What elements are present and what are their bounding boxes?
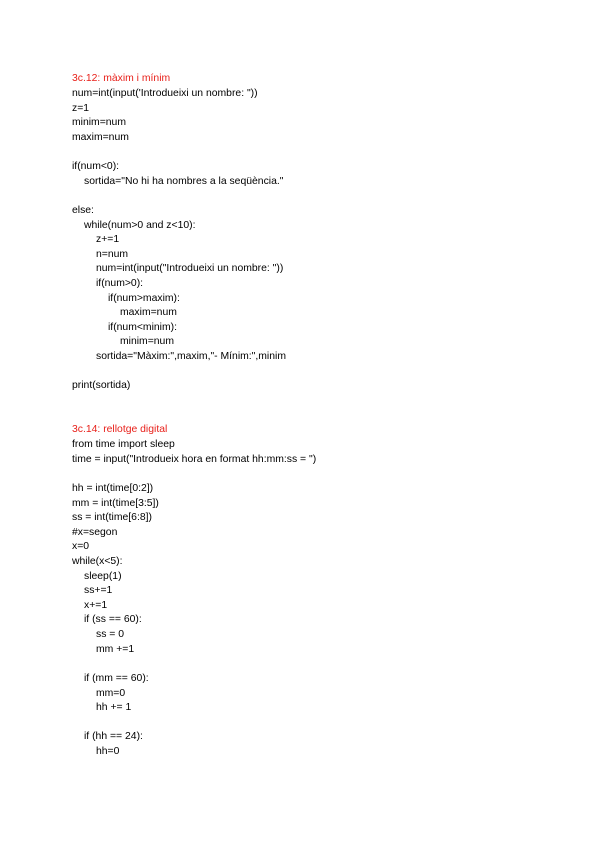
code-line: while(x<5): [72, 556, 123, 567]
code-line: mm +=1 [96, 644, 135, 655]
code-line: ss+=1 [84, 585, 113, 596]
code-line: maxim=num [120, 307, 177, 318]
code-line: mm = int(time[3:5]) [72, 498, 159, 509]
code-line: sortida="Màxim:",maxim,"- Mínim:",minim [96, 351, 286, 362]
code-line: sleep(1) [84, 571, 122, 582]
code-line: z=1 [72, 103, 90, 114]
section-title: 3c.14: rellotge digital [72, 424, 168, 435]
code-line: hh += 1 [96, 702, 132, 713]
code-line: if(num<0): [72, 161, 120, 172]
code-line: while(num>0 and z<10): [84, 220, 196, 231]
code-line: if (ss == 60): [84, 614, 142, 625]
code-line: z+=1 [96, 234, 120, 245]
code-line: if (hh == 24): [84, 731, 143, 742]
code-line: #x=segon [72, 527, 118, 538]
code-line: ss = int(time[6:8]) [72, 512, 152, 523]
code-line: time = input("Introdueix hora en format hh:mm:ss = ") [72, 454, 317, 465]
code-line: maxim=num [72, 132, 129, 143]
code-line: if(num>maxim): [108, 293, 180, 304]
code-line: hh = int(time[0:2]) [72, 483, 154, 494]
code-line: mm=0 [96, 688, 126, 699]
code-line: n=num [96, 249, 129, 260]
code-line: if(num>0): [96, 278, 144, 289]
code-line: ss = 0 [96, 629, 125, 640]
code-line: sortida="No hi ha nombres a la seqüència." [84, 176, 284, 187]
code-line: minim=num [72, 117, 126, 128]
code-line: num=int(input("Introdueixi un nombre: ")) [96, 263, 284, 274]
section-title: 3c.12: màxim i mínim [72, 73, 171, 84]
code-line: print(sortida) [72, 380, 131, 391]
code-line: else: [72, 205, 94, 216]
code-line: x+=1 [84, 600, 108, 611]
code-line: hh=0 [96, 746, 120, 757]
code-line: num=int(input('Introdueixi un nombre: ")) [72, 88, 258, 99]
code-line: x=0 [72, 541, 90, 552]
code-line: if (mm == 60): [84, 673, 149, 684]
code-line: if(num<minim): [108, 322, 177, 333]
code-line: from time import sleep [72, 439, 175, 450]
code-line: minim=num [120, 336, 174, 347]
